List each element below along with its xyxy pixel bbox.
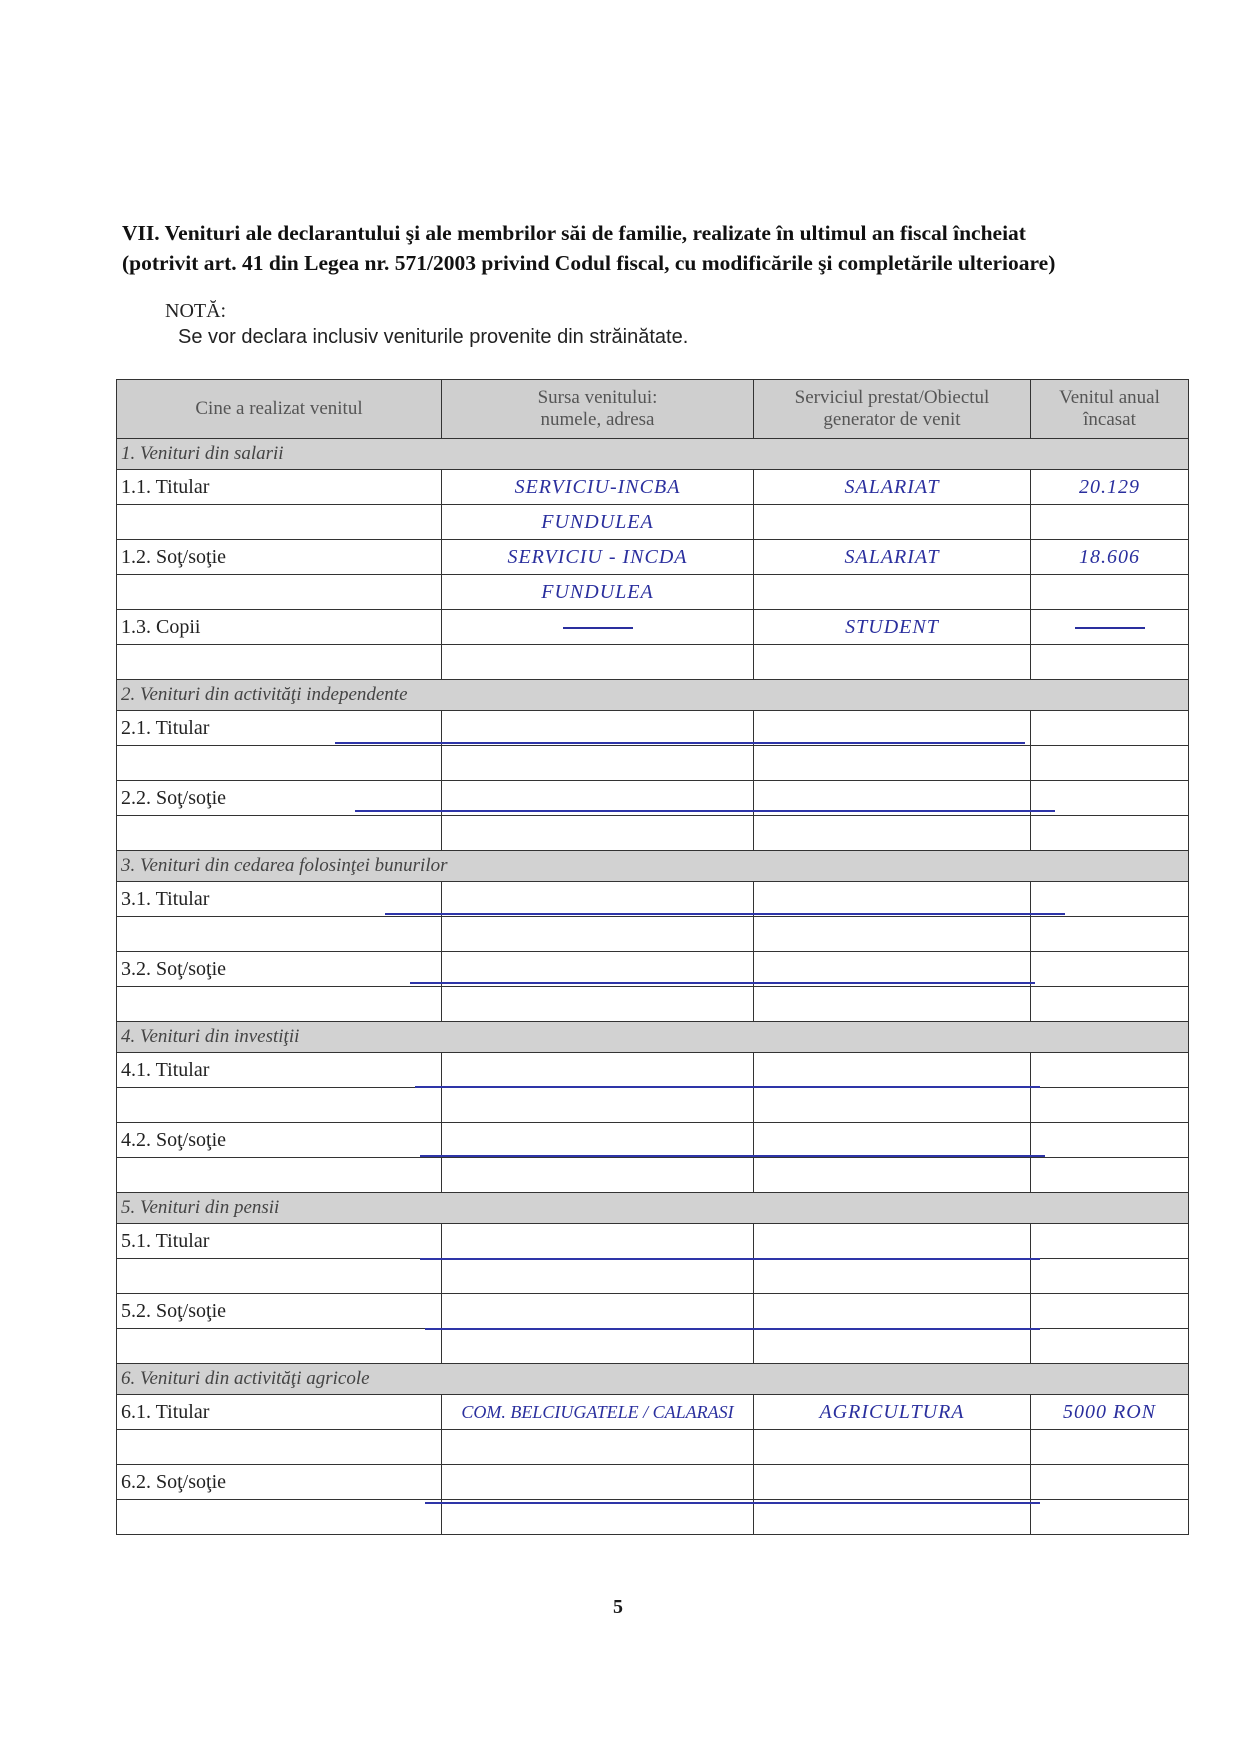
row-label: 2.2. Soţ/soţie <box>117 781 442 816</box>
table-row <box>117 470 1189 505</box>
section-row <box>117 851 1189 882</box>
section-row <box>117 1193 1189 1224</box>
section-pensii: 5. Venituri din pensii <box>117 1193 1189 1224</box>
section-salarii: 1. Venituri din salarii <box>117 439 1189 470</box>
section-independente: 2. Venituri din activităţi independente <box>117 680 1189 711</box>
section-heading <box>122 218 1167 278</box>
header-who: Cine a realizat venitul <box>117 380 442 439</box>
handwritten-income: 5000 RON <box>1031 1395 1189 1430</box>
header-service: Serviciul prestat/Obiectul generator de venit <box>754 380 1031 439</box>
table-row <box>117 575 1189 610</box>
heading-line-2: (potrivit art. 41 din Legea nr. 571/2003 privind Codul fiscal, cu modificările şi completările ulterioare) <box>122 251 1056 275</box>
table-row <box>117 1430 1189 1465</box>
section-investitii: 4. Venituri din investiţii <box>117 1022 1189 1053</box>
table-row <box>117 952 1189 987</box>
table-row <box>117 645 1189 680</box>
table-row <box>117 1224 1189 1259</box>
row-label: 1.1. Titular <box>117 470 442 505</box>
table-row <box>117 540 1189 575</box>
handwritten-source: FUNDULEA <box>442 575 754 610</box>
table-row <box>117 1088 1189 1123</box>
table-row <box>117 1500 1189 1535</box>
table-row <box>117 882 1189 917</box>
section-row <box>117 1022 1189 1053</box>
handwritten-income: 20.129 <box>1031 470 1189 505</box>
heading-line-1: VII. Venituri ale declarantului şi ale membrilor săi de familie, realizate în ultimul an fiscal încheiat <box>122 221 1026 245</box>
header-income: Venitul anual încasat <box>1031 380 1189 439</box>
row-label: 3.2. Soţ/soţie <box>117 952 442 987</box>
table-row <box>117 1158 1189 1193</box>
table-row <box>117 746 1189 781</box>
table-row <box>117 917 1189 952</box>
table-row <box>117 505 1189 540</box>
handwritten-source: SERVICIU-INCBA <box>442 470 754 505</box>
row-label: 3.1. Titular <box>117 882 442 917</box>
handwritten-service: AGRICULTURA <box>754 1395 1031 1430</box>
section-row <box>117 439 1189 470</box>
table-row <box>117 1259 1189 1294</box>
nota-title: NOTĂ: <box>165 300 227 322</box>
section-cedare: 3. Venituri din cedarea folosinţei bunurilor <box>117 851 1189 882</box>
row-label: 4.1. Titular <box>117 1053 442 1088</box>
row-label: 5.1. Titular <box>117 1224 442 1259</box>
table-row <box>117 610 1189 645</box>
table-row <box>117 987 1189 1022</box>
row-label: 6.2. Soţ/soţie <box>117 1465 442 1500</box>
handwritten-source: COM. BELCIUGATELE / CALARASI <box>442 1395 754 1430</box>
table-row <box>117 816 1189 851</box>
header-source: Sursa venitului: numele, adresa <box>442 380 754 439</box>
section-row <box>117 1364 1189 1395</box>
row-label: 6.1. Titular <box>117 1395 442 1430</box>
handwritten-source: SERVICIU - INCDA <box>442 540 754 575</box>
table-row <box>117 711 1189 746</box>
handwritten-income: 18.606 <box>1031 540 1189 575</box>
table-row <box>117 1465 1189 1500</box>
row-label: 5.2. Soţ/soţie <box>117 1294 442 1329</box>
handwritten-source: FUNDULEA <box>442 505 754 540</box>
table-row <box>117 1395 1189 1430</box>
table-row <box>117 1053 1189 1088</box>
dash-mark <box>442 610 754 645</box>
section-agricole: 6. Venituri din activităţi agricole <box>117 1364 1189 1395</box>
table-row <box>117 781 1189 816</box>
nota-text: Se vor declara inclusiv veniturile provenite din străinătate. <box>178 326 689 348</box>
page-number: 5 <box>613 1596 623 1618</box>
table-header-row <box>117 380 1189 439</box>
section-row <box>117 680 1189 711</box>
table-row <box>117 1123 1189 1158</box>
row-label: 4.2. Soţ/soţie <box>117 1123 442 1158</box>
row-label: 1.3. Copii <box>117 610 442 645</box>
income-table <box>116 379 1189 1535</box>
handwritten-service: SALARIAT <box>754 540 1031 575</box>
handwritten-service: SALARIAT <box>754 470 1031 505</box>
row-label: 1.2. Soţ/soţie <box>117 540 442 575</box>
handwritten-service: STUDENT <box>754 610 1031 645</box>
table-row <box>117 1294 1189 1329</box>
table-row <box>117 1329 1189 1364</box>
dash-mark <box>1031 610 1189 645</box>
row-label: 2.1. Titular <box>117 711 442 746</box>
